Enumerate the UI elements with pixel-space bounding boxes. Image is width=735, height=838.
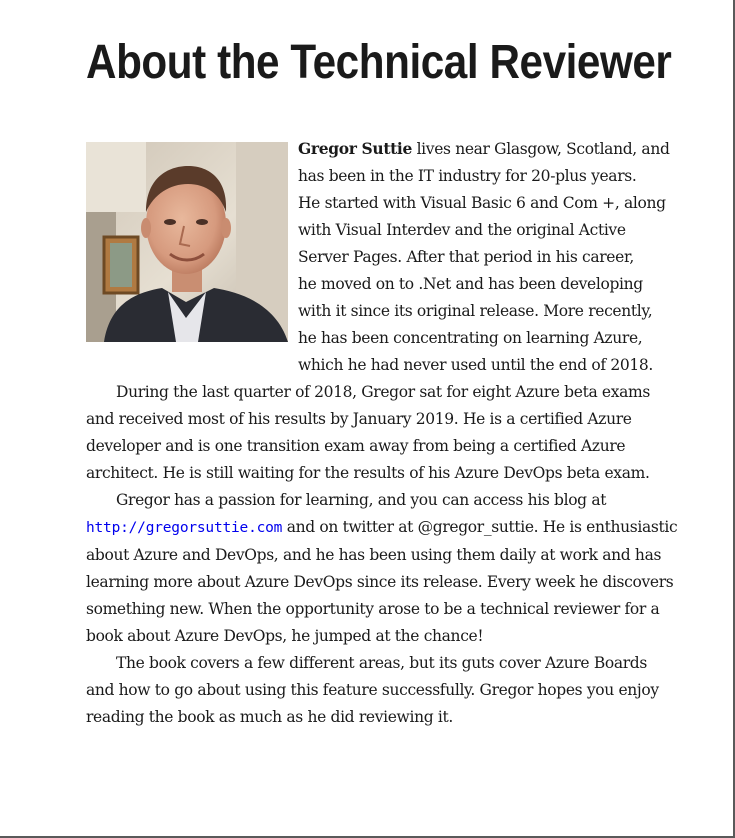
reviewer-name: Gregor Suttie [298,139,412,158]
bio-paragraph-book: The book covers a few different areas, but its guts cover Azure Boards and how to go about using this feature successfully. Gregor hopes you enjoy reading the book as much as he did reviewing it. [86,654,659,726]
blog-link[interactable]: http://gregorsuttie.com [86,520,283,536]
bio-paragraph-blog: Gregor has a passion for learning, and you can access his blog at http://gregorsuttie.com and on twitter at @gregor_suttie. He is enthusiastic about Azure and DevOps, and he has been using them daily at work and has learning more about Azure DevOps since its release. Every week he discovers something new. When the opportunity arose to be a technical reviewer for a book about Azure DevOps, he jumped at the chance! [86,491,678,645]
page-title: About the Technical Reviewer [86,36,672,89]
bio-paragraph-intro: Gregor Suttie lives near Glasgow, Scotland, and has been in the IT industry for 20-plus years. He started with Visual Basic 6 and Com +, along with Visual Interdev and the original Active Server Pages. After that period in his career, he moved on to .Net and has been developing with it since its original release. More recently, he has been concentrating on learning Azure, which he had never used until the end of 2018. [298,139,670,374]
reviewer-bio [86,135,678,731]
bio-paragraph-exams: During the last quarter of 2018, Gregor sat for eight Azure beta exams and received most of his results by January 2019. He is a certified Azure developer and is one transition exam away from being a certified Azure architect. He is still waiting for the results of his Azure DevOps beta exam. [86,383,650,482]
